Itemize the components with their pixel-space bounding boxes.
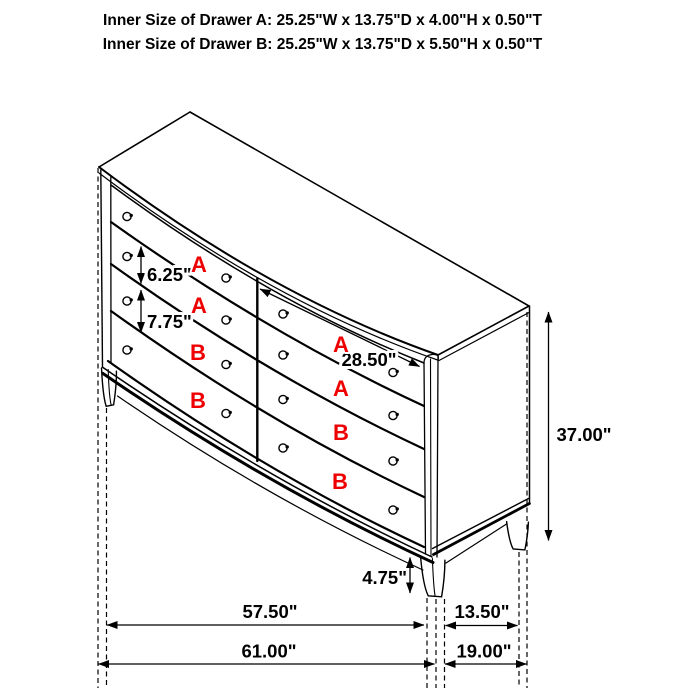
drawer-label-right-1: A <box>333 332 349 357</box>
back-right-leg <box>507 522 529 550</box>
right-post-mid-edge <box>431 359 432 556</box>
front-right-leg <box>421 557 445 597</box>
dim-label-drawer-width: 28.50" <box>341 349 397 370</box>
inner-size-header <box>0 9 645 57</box>
drawer-label-left-2: A <box>191 293 207 318</box>
drawer-label-right-3: B <box>333 420 349 445</box>
header-line-drawer-b: Inner Size of Drawer B: 25.25"W x 13.75"D x 5.50"H x 0.50"T <box>102 36 543 53</box>
drawer-label-right-4: B <box>332 469 348 494</box>
dim-label-drawer-b-height: 7.75" <box>147 311 192 332</box>
dim-label-overall-depth: 19.00" <box>456 640 512 662</box>
dim-label-front-width: 57.50" <box>242 601 298 622</box>
drawer-label-left-1: A <box>191 252 207 277</box>
dim-label-overall-height: 37.00" <box>556 424 612 445</box>
cabinet-body <box>99 112 530 597</box>
drawer-label-left-3: B <box>190 340 206 365</box>
dim-label-leg-height: 4.75" <box>362 567 407 588</box>
drawer-label-right-2: A <box>333 376 349 401</box>
dim-label-drawer-a-height: 6.25" <box>147 264 192 285</box>
dim-label-side-depth: 13.50" <box>454 601 510 622</box>
header-line-drawer-a: Inner Size of Drawer A: 25.25"W x 13.75"D x 4.00"H x 0.50"T <box>103 12 542 29</box>
dim-label-overall-width: 61.00" <box>241 640 297 662</box>
drawer-label-left-4: B <box>190 388 206 413</box>
